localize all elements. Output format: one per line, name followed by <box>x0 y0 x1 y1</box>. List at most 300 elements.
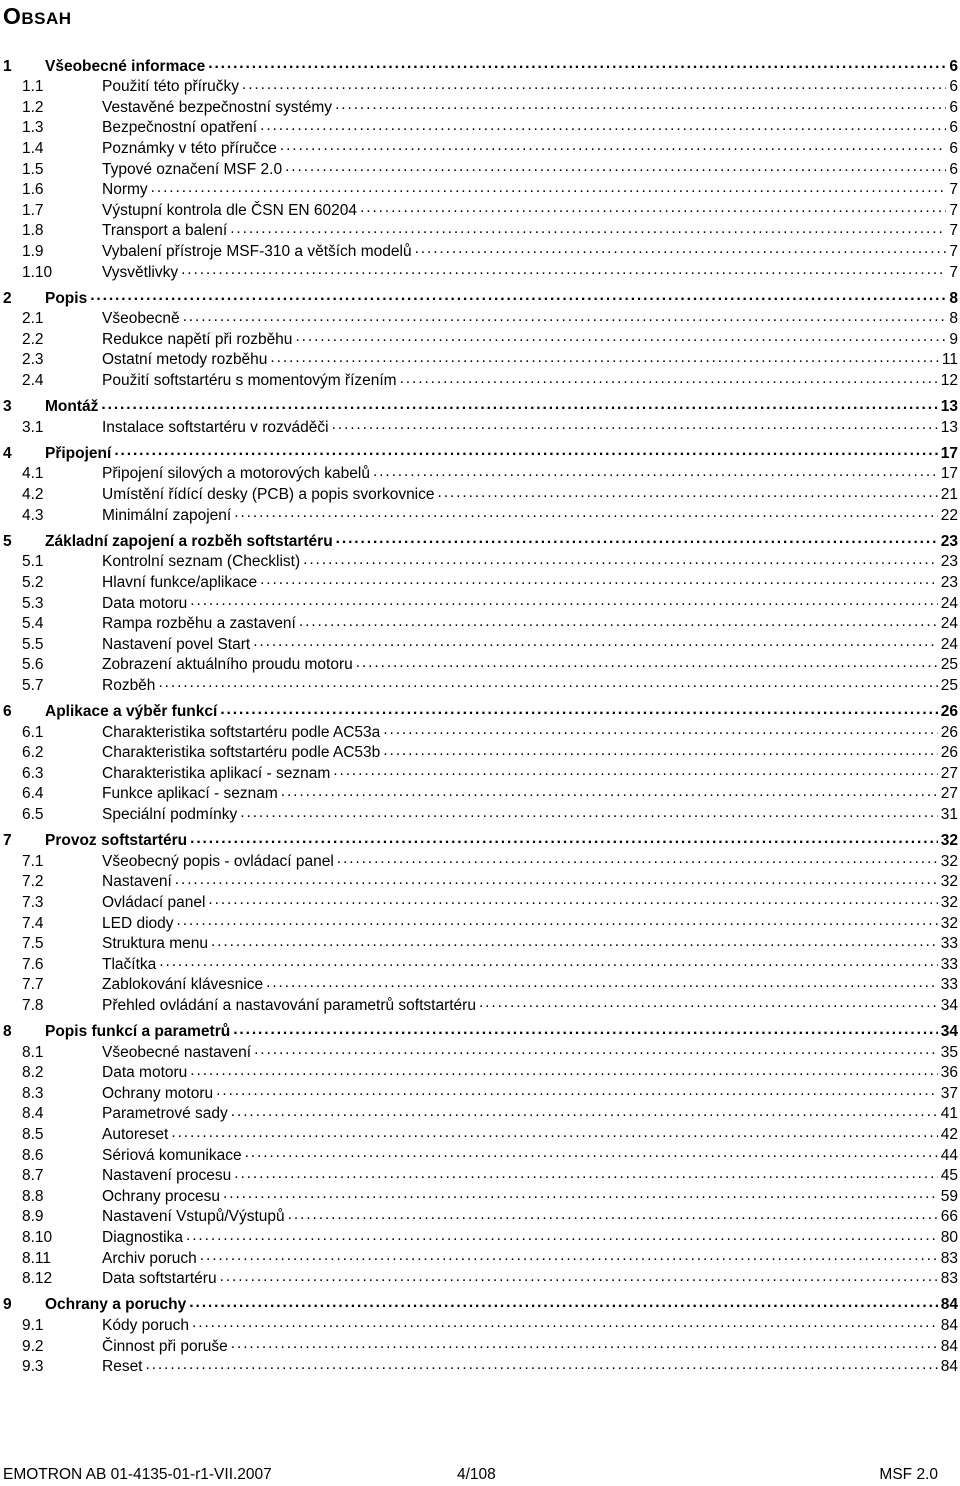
toc-leader-dots <box>295 328 946 344</box>
toc-page-number: 25 <box>940 656 958 674</box>
toc-page-number: 32 <box>940 832 958 850</box>
toc-number: 9.2 <box>22 1337 44 1355</box>
toc-page-number: 23 <box>940 532 958 550</box>
toc-section-row[interactable] <box>0 804 958 824</box>
toc-title: Všeobecné informace <box>45 57 206 75</box>
toc-page-number: 84 <box>940 1358 958 1376</box>
toc-number: 6.1 <box>22 723 44 741</box>
toc-page-number: 8 <box>949 310 958 328</box>
toc-section-row[interactable] <box>0 96 958 116</box>
toc-leader-dots <box>114 442 937 458</box>
toc-number: 8.8 <box>22 1187 44 1205</box>
toc-number: 1.4 <box>22 139 44 157</box>
toc-leader-dots <box>266 974 938 990</box>
toc-number: 8.6 <box>22 1146 44 1164</box>
toc-number: 5.1 <box>22 553 44 571</box>
toc-section-row[interactable] <box>0 179 958 199</box>
toc-number: 5.7 <box>22 676 44 694</box>
toc-leader-dots <box>90 287 946 303</box>
toc-section-row[interactable] <box>0 994 958 1014</box>
toc-page-number: 33 <box>940 955 958 973</box>
toc-section-row[interactable] <box>0 1268 958 1288</box>
toc-page-number: 84 <box>940 1337 958 1355</box>
toc-number: 1.6 <box>22 181 44 199</box>
toc-leader-dots <box>332 416 938 432</box>
toc-leader-dots <box>211 933 938 949</box>
toc-page-number: 17 <box>940 465 958 483</box>
toc-leader-dots <box>234 1165 938 1181</box>
toc-number: 8.9 <box>22 1208 44 1226</box>
toc-title: Rampa rozběhu a zastavení <box>102 615 296 633</box>
toc-title: Rozběh <box>102 676 156 694</box>
toc-section-row[interactable] <box>0 1144 958 1164</box>
toc-title: Všeobecný popis - ovládací panel <box>102 852 334 870</box>
toc-leader-dots <box>288 1206 938 1222</box>
toc-page-number: 17 <box>940 444 958 462</box>
toc-page-number: 25 <box>940 676 958 694</box>
toc-title: Archiv poruch <box>102 1249 197 1267</box>
toc-leader-dots <box>200 1247 938 1263</box>
toc-leader-dots <box>158 674 937 690</box>
toc-title: Základní zapojení a rozběh softstartéru <box>45 532 333 550</box>
toc-page-number: 34 <box>940 996 958 1014</box>
toc-leader-dots <box>479 994 938 1010</box>
toc-leader-dots <box>181 261 946 277</box>
toc-title: Použití softstartéru s momentovým řízením <box>102 372 397 389</box>
toc-title: Všeobecně <box>102 310 180 328</box>
toc-leader-dots <box>245 1144 938 1160</box>
toc-title: Činnost při poruše <box>102 1337 228 1355</box>
toc-page-number: 27 <box>940 764 958 782</box>
toc-title: Nastavení procesu <box>102 1167 232 1185</box>
toc-page-number: 37 <box>940 1084 958 1102</box>
toc-section-row[interactable] <box>0 850 958 870</box>
toc-section-row[interactable] <box>0 592 958 612</box>
toc-title: Instalace softstartéru v rozváděči <box>102 418 329 436</box>
toc-number: 7.7 <box>22 976 44 994</box>
toc-page-number: 12 <box>940 372 958 389</box>
toc-number: 1.3 <box>22 119 44 137</box>
toc-number: 7.8 <box>22 996 44 1014</box>
toc-leader-dots <box>281 783 938 799</box>
toc-section-row[interactable] <box>0 158 958 178</box>
toc-title: Minimální zapojení <box>102 506 232 524</box>
toc-section-row[interactable] <box>0 117 958 137</box>
toc-section-row[interactable] <box>0 871 958 891</box>
toc-page-number: 7 <box>949 263 958 281</box>
toc-chapter-row[interactable] <box>0 287 958 307</box>
page-title-rest: BSAH <box>21 9 72 28</box>
toc-leader-dots <box>438 484 938 500</box>
toc-number: 8.5 <box>22 1126 44 1143</box>
toc-number: 6.2 <box>22 744 44 762</box>
toc-page-number: 32 <box>940 852 958 870</box>
toc-leader-dots <box>280 137 947 153</box>
toc-leader-dots <box>223 1185 938 1201</box>
toc-number: 8.3 <box>22 1084 44 1102</box>
toc-title: Použití této příručky <box>102 78 239 96</box>
toc-section-row[interactable] <box>0 1206 958 1226</box>
toc-leader-dots <box>101 396 937 412</box>
toc-leader-dots <box>253 633 938 649</box>
toc-section-row[interactable] <box>0 762 958 782</box>
toc-section-row[interactable] <box>0 891 958 911</box>
toc-title: Provoz softstartéru <box>45 832 188 850</box>
toc-title: Normy <box>102 181 148 199</box>
toc-number: 4.3 <box>22 506 44 524</box>
toc-page-number: 36 <box>940 1064 958 1082</box>
toc-section-row[interactable] <box>0 783 958 803</box>
toc-leader-dots <box>216 1082 938 1098</box>
toc-number: 7.6 <box>22 955 44 973</box>
toc-number: 5.6 <box>22 656 44 674</box>
toc-number: 3.1 <box>22 418 44 436</box>
toc-number: 1.2 <box>22 98 44 116</box>
toc-page-number: 13 <box>940 398 958 416</box>
toc-section-row[interactable] <box>0 137 958 157</box>
toc-title: Charakteristika aplikací - seznam <box>102 764 331 782</box>
toc-title: Data softstartéru <box>102 1270 217 1288</box>
toc-page-number: 80 <box>940 1229 958 1246</box>
toc-leader-dots <box>260 117 946 133</box>
toc-leader-dots <box>151 179 947 195</box>
toc-title: LED diody <box>102 914 174 932</box>
toc-title: Ovládací panel <box>102 893 206 911</box>
toc-title: Popis <box>45 289 88 307</box>
toc-section-row[interactable] <box>0 220 958 240</box>
toc-number: 2.2 <box>22 330 44 348</box>
toc-leader-dots <box>333 762 937 778</box>
toc-number: 7.5 <box>22 935 44 953</box>
toc-leader-dots <box>183 308 947 324</box>
toc-number: 1.5 <box>22 160 44 178</box>
toc-page-number: 11 <box>941 351 958 369</box>
toc-title: Tlačítka <box>102 955 157 973</box>
toc-title: Autoreset <box>102 1126 169 1143</box>
toc-page-number: 66 <box>940 1208 958 1226</box>
toc-number: 6.3 <box>22 764 44 782</box>
toc-leader-dots <box>299 613 938 629</box>
toc-title: Výstupní kontrola dle ČSN EN 60204 <box>102 201 358 219</box>
toc-page-number: 6 <box>949 119 958 137</box>
toc-number: 5 <box>3 532 12 550</box>
toc-section-row[interactable] <box>0 953 958 973</box>
toc-chapter-row[interactable] <box>0 1021 958 1041</box>
toc-title: Připojení <box>45 444 112 462</box>
toc-section-row[interactable] <box>0 1165 958 1185</box>
toc-title: Nastavení Vstupů/Výstupů <box>102 1208 285 1226</box>
toc-leader-dots <box>159 953 937 969</box>
toc-number: 7.2 <box>22 873 44 891</box>
toc-page-number: 22 <box>940 506 958 524</box>
toc-title: Charakteristika softstartéru podle AC53b <box>102 744 381 762</box>
toc-leader-dots <box>336 530 938 546</box>
toc-title: Umístění řídící desky (PCB) a popis svorkovnice <box>102 486 435 503</box>
toc-page-number: 9 <box>949 330 958 348</box>
toc-leader-dots <box>254 1041 938 1057</box>
toc-leader-dots <box>220 701 937 717</box>
toc-page-number: 41 <box>940 1105 958 1123</box>
toc-page-number: 26 <box>940 744 958 762</box>
toc-chapter-row[interactable] <box>0 701 958 721</box>
toc-title: Bezpečnostní opatření <box>102 119 258 137</box>
toc-number: 7 <box>3 832 12 850</box>
toc-section-row[interactable] <box>0 1227 958 1247</box>
toc-title: Poznámky v této příručce <box>102 139 277 157</box>
toc-page-number: 83 <box>940 1249 958 1267</box>
toc-number: 6.4 <box>22 785 44 803</box>
toc-leader-dots <box>233 1021 938 1037</box>
toc-leader-dots <box>177 912 938 928</box>
toc-number: 9 <box>3 1296 12 1314</box>
toc-number: 7.3 <box>22 893 44 911</box>
toc-number: 1.7 <box>22 201 44 219</box>
toc-section-row[interactable] <box>0 199 958 219</box>
toc-number: 2.4 <box>22 372 44 389</box>
toc-page-number: 26 <box>940 723 958 741</box>
toc-leader-dots <box>190 592 937 608</box>
toc-leader-dots <box>186 1227 938 1243</box>
toc-number: 1 <box>3 57 12 75</box>
toc-number: 8.2 <box>22 1064 44 1082</box>
footer-page-number: 4/108 <box>457 1466 496 1483</box>
toc-section-row[interactable] <box>0 484 958 504</box>
toc-page-number: 23 <box>940 573 958 591</box>
toc-number: 1.10 <box>22 263 53 281</box>
toc-page-number: 27 <box>940 785 958 803</box>
toc-leader-dots <box>242 76 946 92</box>
toc-section-row[interactable] <box>0 571 958 591</box>
toc-number: 6.5 <box>22 806 44 823</box>
toc-number: 8.11 <box>22 1249 52 1267</box>
toc-leader-dots <box>208 891 937 907</box>
toc-title: Ochrany motoru <box>102 1084 214 1102</box>
toc-page-number: 6 <box>949 57 958 75</box>
toc-section-row[interactable] <box>0 416 958 436</box>
toc-section-row[interactable] <box>0 674 958 694</box>
toc-page-number: 35 <box>940 1043 958 1061</box>
toc-section-row[interactable] <box>0 1335 958 1355</box>
toc-title: Speciální podmínky <box>102 806 238 823</box>
toc-title: Nastavení povel Start <box>102 635 251 653</box>
toc-page-number: 45 <box>940 1167 958 1185</box>
toc-section-row[interactable] <box>0 1185 958 1205</box>
toc-page-number: 21 <box>940 486 958 503</box>
toc-number: 9.3 <box>22 1358 44 1376</box>
toc-number: 8.4 <box>22 1105 44 1123</box>
toc-page-number: 24 <box>940 635 958 653</box>
toc-page-number: 34 <box>940 1023 958 1040</box>
toc-title: Data motoru <box>102 1064 188 1082</box>
toc-page-number: 7 <box>949 242 958 260</box>
toc-page-number: 84 <box>940 1316 958 1334</box>
toc-title: Funkce aplikací - seznam <box>102 785 278 803</box>
toc-page-number: 33 <box>940 976 958 994</box>
toc-number: 2.3 <box>22 351 44 369</box>
toc-chapter-row[interactable] <box>0 442 958 462</box>
toc-leader-dots <box>356 654 938 670</box>
toc-title: Popis funkcí a parametrů <box>45 1023 231 1040</box>
toc-leader-dots <box>360 199 946 215</box>
toc-section-row[interactable] <box>0 308 958 328</box>
toc-section-row[interactable] <box>0 1356 958 1376</box>
toc-section-row[interactable] <box>0 1041 958 1061</box>
toc-title: Ochrany a poruchy <box>45 1296 187 1314</box>
toc-page-number: 13 <box>940 418 958 436</box>
toc-number: 2 <box>3 289 12 307</box>
toc-leader-dots <box>383 742 937 758</box>
toc-chapter-row[interactable] <box>0 530 958 550</box>
toc-title: Redukce napětí při rozběhu <box>102 330 293 348</box>
toc-section-row[interactable] <box>0 633 958 653</box>
toc-section-row[interactable] <box>0 1082 958 1102</box>
toc-leader-dots <box>260 571 938 587</box>
toc-number: 1.8 <box>22 222 44 240</box>
toc-section-row[interactable] <box>0 349 958 369</box>
toc-page-number: 83 <box>940 1270 958 1288</box>
toc-title: Transport a balení <box>102 222 228 240</box>
toc-leader-dots <box>415 240 947 256</box>
toc-page-number: 59 <box>940 1187 958 1205</box>
toc-number: 9.1 <box>22 1316 44 1334</box>
toc-title: Připojení silových a motorových kabelů <box>102 465 370 483</box>
toc-title: Kódy poruch <box>102 1316 190 1334</box>
toc-section-row[interactable] <box>0 1062 958 1082</box>
toc-page-number: 6 <box>949 78 958 96</box>
page-title-initial: O <box>3 3 22 29</box>
toc-title: Zobrazení aktuálního proudu motoru <box>102 656 353 674</box>
footer-product: MSF 2.0 <box>879 1466 938 1483</box>
toc-section-row[interactable] <box>0 370 958 390</box>
toc-page-number: 23 <box>940 553 958 571</box>
toc-number: 8.7 <box>22 1167 44 1185</box>
toc-leader-dots <box>240 804 937 820</box>
toc-number: 1.9 <box>22 242 44 260</box>
toc-section-row[interactable] <box>0 463 958 483</box>
toc-title: Data motoru <box>102 594 188 612</box>
toc-number: 1.1 <box>22 78 44 96</box>
toc-section-row[interactable] <box>0 240 958 260</box>
toc-title: Kontrolní seznam (Checklist) <box>102 553 301 571</box>
toc-leader-dots <box>234 504 938 520</box>
toc-number: 8 <box>3 1023 12 1040</box>
toc-section-row[interactable] <box>0 742 958 762</box>
toc-section-row[interactable] <box>0 912 958 932</box>
toc-section-row[interactable] <box>0 1247 958 1267</box>
toc-number: 5.4 <box>22 615 44 633</box>
toc-number: 8.12 <box>22 1270 53 1288</box>
toc-title: Vybalení přístroje MSF-310 a větších modelů <box>102 242 412 260</box>
toc-number: 8.10 <box>22 1229 53 1246</box>
toc-section-row[interactable] <box>0 551 958 571</box>
toc-page-number: 44 <box>940 1146 958 1164</box>
toc-number: 2.1 <box>22 310 44 328</box>
toc-title: Nastavení <box>102 873 172 891</box>
toc-leader-dots <box>285 158 946 174</box>
toc-leader-dots <box>220 1268 938 1284</box>
toc-title: Reset <box>102 1358 143 1376</box>
toc-leader-dots <box>383 721 937 737</box>
toc-chapter-row[interactable] <box>0 830 958 850</box>
toc-page-number: 26 <box>940 703 958 720</box>
toc-number: 5.3 <box>22 594 44 612</box>
toc-number: 5.5 <box>22 635 44 653</box>
toc-page-number: 42 <box>940 1126 958 1143</box>
toc-section-row[interactable] <box>0 1314 958 1334</box>
toc-leader-dots <box>373 463 938 479</box>
toc-section-row[interactable] <box>0 974 958 994</box>
toc-section-row[interactable] <box>0 1124 958 1144</box>
toc-leader-dots <box>192 1314 938 1330</box>
toc-leader-dots <box>231 1103 938 1119</box>
toc-number: 4.2 <box>22 486 44 503</box>
toc-title: Zablokování klávesnice <box>102 976 264 994</box>
toc-number: 7.4 <box>22 914 44 932</box>
toc-chapter-row[interactable] <box>0 396 958 416</box>
toc-page-number: 31 <box>940 806 958 823</box>
toc-number: 6 <box>3 703 12 720</box>
toc-section-row[interactable] <box>0 613 958 633</box>
toc-title: Vysvětlivky <box>102 263 179 281</box>
toc-page-number: 7 <box>949 201 958 219</box>
toc-number: 4 <box>3 444 12 462</box>
toc-page-number: 6 <box>949 139 958 157</box>
toc-section-row[interactable] <box>0 504 958 524</box>
toc-page-number: 32 <box>940 914 958 932</box>
toc-section-row[interactable] <box>0 76 958 96</box>
toc-page-number: 6 <box>949 160 958 178</box>
toc-section-row[interactable] <box>0 328 958 348</box>
toc-page-number: 6 <box>949 98 958 116</box>
toc-leader-dots <box>146 1356 938 1372</box>
toc-chapter-row[interactable] <box>0 1294 958 1314</box>
toc-leader-dots <box>400 370 938 386</box>
toc-leader-dots <box>230 220 946 236</box>
toc-title: Aplikace a výběr funkcí <box>45 703 218 720</box>
toc-title: Montáž <box>45 398 99 416</box>
toc-section-row[interactable] <box>0 1103 958 1123</box>
toc-number: 7.1 <box>22 852 44 870</box>
toc-page-number: 32 <box>940 893 958 911</box>
toc-title: Přehled ovládání a nastavování parametrů softstartéru <box>102 996 476 1014</box>
toc-chapter-row[interactable] <box>0 55 958 75</box>
toc-section-row[interactable] <box>0 261 958 281</box>
toc-number: 5.2 <box>22 573 44 591</box>
toc-page-number: 84 <box>940 1296 958 1314</box>
toc-leader-dots <box>270 349 938 365</box>
toc-section-row[interactable] <box>0 654 958 674</box>
toc-leader-dots <box>175 871 938 887</box>
toc-title: Parametrové sady <box>102 1105 228 1123</box>
toc-title: Struktura menu <box>102 935 208 953</box>
toc-section-row[interactable] <box>0 721 958 741</box>
toc-number: 3 <box>3 398 12 416</box>
toc-page-number: 33 <box>940 935 958 953</box>
toc-leader-dots <box>190 830 938 846</box>
toc-page-number: 24 <box>940 594 958 612</box>
toc-title: Hlavní funkce/aplikace <box>102 573 258 591</box>
toc-page-number: 8 <box>949 289 958 307</box>
toc-leader-dots <box>208 55 946 71</box>
toc-leader-dots <box>190 1062 937 1078</box>
toc-title: Vestavěné bezpečnostní systémy <box>102 98 333 116</box>
toc-title: Diagnostika <box>102 1229 183 1246</box>
toc-leader-dots <box>171 1124 937 1140</box>
footer-document-id: EMOTRON AB 01-4135-01-r1-VII.2007 <box>3 1466 272 1483</box>
toc-title: Všeobecné nastavení <box>102 1043 252 1061</box>
toc-title: Sériová komunikace <box>102 1146 242 1164</box>
toc-section-row[interactable] <box>0 933 958 953</box>
